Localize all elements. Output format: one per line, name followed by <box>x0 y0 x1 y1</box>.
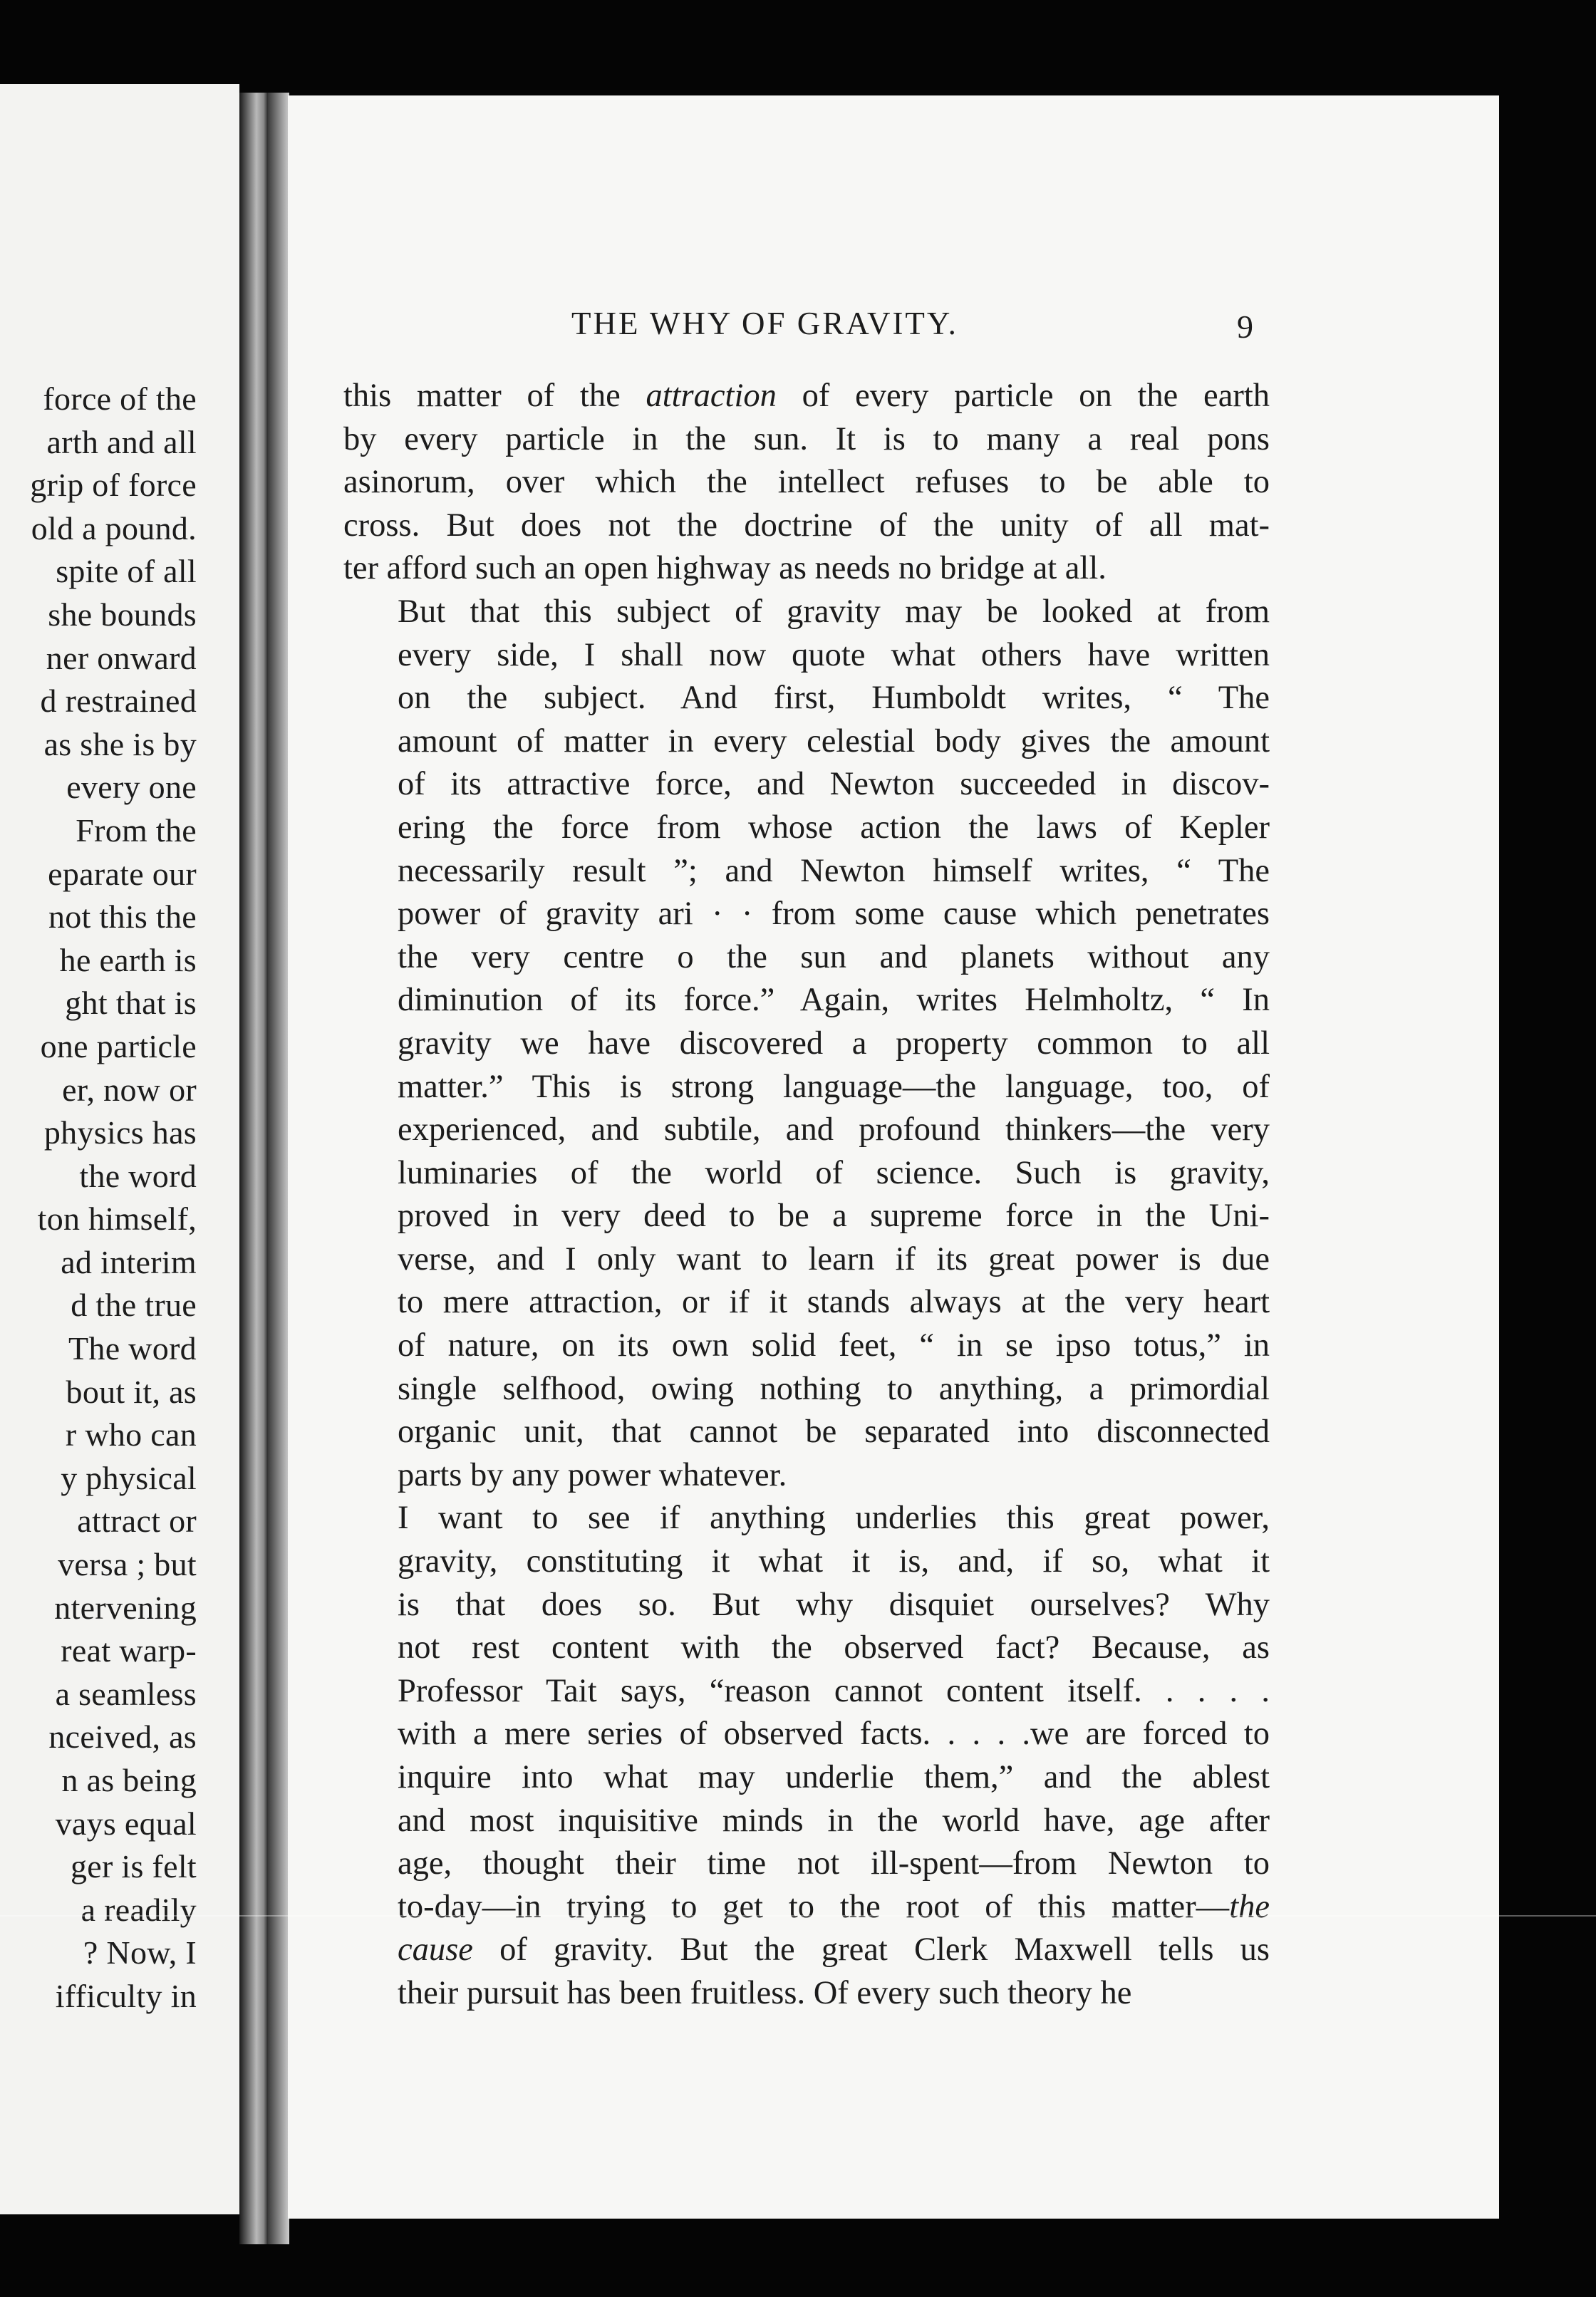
text-line: ering the force from whose action the laws of Kepler <box>398 809 1270 846</box>
previous-page-line: ntervening <box>54 1589 197 1626</box>
previous-page-line: ifficulty in <box>55 1977 197 2014</box>
text-line: the very centre o the sun and planets without any <box>398 938 1270 975</box>
italic-text: attraction <box>646 378 777 414</box>
previous-page-line: ? Now, I <box>83 1934 197 1971</box>
text-line: amount of matter in every celestial body gives the amount <box>398 722 1270 759</box>
text-line: their pursuit has been fruitless. Of every such theory he <box>398 1974 1132 2011</box>
previous-page-line: old a pound. <box>31 509 197 546</box>
text-line: matter.” This is strong language—the language, too, of <box>398 1068 1270 1105</box>
previous-page-line: not this the <box>48 898 197 935</box>
previous-page-line: force of the <box>43 380 197 417</box>
book-gutter-shadow <box>268 93 289 2244</box>
previous-page-line: nceived, as <box>48 1718 197 1756</box>
paragraph <box>343 1497 1270 2015</box>
text-line: gravity we have discovered a property common to all <box>398 1025 1270 1062</box>
previous-page-line: a readily <box>81 1891 197 1928</box>
text-line: I want to see if anything underlies this great power, <box>398 1500 1270 1537</box>
text-line: luminaries of the world of science. Such is gravity, <box>398 1154 1270 1191</box>
text-line: diminution of its force.” Again, writes Helmholtz, “ In <box>398 982 1270 1019</box>
previous-page-line: bout it, as <box>66 1373 197 1410</box>
text-line: experienced, and subtile, and profound thinkers—the very <box>398 1111 1270 1148</box>
text-line: cause of gravity. But the great Clerk Maxwell tells us <box>398 1932 1270 1969</box>
text-line: inquire into what may underlie them,” and the ablest <box>398 1759 1270 1795</box>
previous-page-line: a seamless <box>55 1675 197 1712</box>
text-line: this matter of the attraction of every particle on the earth <box>343 378 1270 414</box>
text-line: not rest content with the observed fact? Because, as <box>398 1629 1270 1666</box>
previous-page-line: The word <box>68 1330 197 1367</box>
previous-page-line: ger is felt <box>70 1848 197 1885</box>
text-line: verse, and I only want to learn if its great power is due <box>398 1240 1270 1277</box>
previous-page-line: arth and all <box>46 423 197 460</box>
previous-page-line: she bounds <box>48 596 197 633</box>
previous-page-line: physics has <box>43 1114 197 1151</box>
previous-page-line: he earth is <box>59 941 197 978</box>
text-line: by every particle in the sun. It is to many a real pons <box>343 420 1270 457</box>
text-line: with a mere series of observed facts. . . . .we are forced to <box>398 1716 1270 1753</box>
book-gutter <box>239 93 268 2244</box>
previous-page-line: er, now or <box>62 1071 197 1108</box>
previous-page-line: d restrained <box>40 683 197 720</box>
text-line: and most inquisitive minds in the world have, age after <box>398 1802 1270 1839</box>
previous-page-line: ton himself, <box>37 1201 197 1238</box>
text-line: of nature, on its own solid feet, “ in se ipso totus,” in <box>398 1327 1270 1364</box>
italic-text: the <box>1229 1888 1270 1925</box>
previous-page-line: as she is by <box>43 725 197 762</box>
previous-page-line: one particle <box>40 1027 197 1064</box>
page-number: 9 <box>1237 308 1253 345</box>
previous-page-line: spite of all <box>56 553 197 590</box>
text-line: parts by any power whatever. <box>398 1456 787 1493</box>
text-line: power of gravity ari · · from some cause which penetrates <box>398 896 1270 933</box>
text-line: proved in very deed to be a supreme force in the Uni- <box>398 1198 1270 1235</box>
previous-page-line: the word <box>79 1157 197 1194</box>
previous-page-line: attract or <box>77 1503 197 1540</box>
page-body-text <box>343 375 1270 2016</box>
text-line: Professor Tait says, “reason cannot content itself. . . . . <box>398 1672 1270 1709</box>
book-page <box>288 95 1499 2219</box>
previous-page-line: r who can <box>65 1416 197 1453</box>
text-line: ter afford such an open highway as needs no bridge at all. <box>343 550 1107 587</box>
italic-text: cause <box>398 1932 473 1969</box>
previous-page-text <box>0 378 197 2018</box>
text-line: But that this subject of gravity may be looked at from <box>398 593 1270 630</box>
text-line: cross. But does not the doctrine of the unity of all mat- <box>343 507 1270 544</box>
previous-page-line: ght that is <box>65 985 197 1022</box>
previous-page-fragment <box>0 84 239 2214</box>
text-line: age, thought their time not ill-spent—from Newton to <box>398 1845 1270 1882</box>
previous-page-line: eparate our <box>48 855 197 892</box>
previous-page-line: d the true <box>71 1287 197 1324</box>
text-line: to mere attraction, or if it stands always at the very heart <box>398 1284 1270 1321</box>
previous-page-line: grip of force <box>30 467 197 504</box>
previous-page-line: ad interim <box>61 1243 197 1280</box>
previous-page-line: ner onward <box>46 639 197 676</box>
previous-page-line: reat warp- <box>61 1632 197 1669</box>
previous-page-line: versa ; but <box>58 1546 197 1583</box>
text-line: single selfhood, owing nothing to anything, a primordial <box>398 1370 1270 1407</box>
paragraph <box>343 375 1270 591</box>
text-line: every side, I shall now quote what others have written <box>398 636 1270 673</box>
previous-page-line: vays equal <box>55 1805 197 1842</box>
previous-page-line: y physical <box>61 1459 197 1496</box>
scan-artifact-line <box>0 1915 1596 1917</box>
text-line: on the subject. And first, Humboldt writes, “ The <box>398 680 1270 717</box>
text-line: gravity, constituting it what it is, and, if so, what it <box>398 1543 1270 1580</box>
previous-page-line: n as being <box>61 1762 197 1798</box>
running-head: THE WHY OF GRAVITY. <box>571 306 958 341</box>
text-line: to-day—in trying to get to the root of this matter—the <box>398 1888 1270 1925</box>
previous-page-line: every one <box>66 769 197 806</box>
previous-page-line: From the <box>76 812 197 849</box>
text-line: asinorum, over which the intellect refuses to be able to <box>343 464 1270 501</box>
text-line: is that does so. But why disquiet ourselves? Why <box>398 1586 1270 1623</box>
text-line: organic unit, that cannot be separated into disconnected <box>398 1414 1270 1451</box>
paragraph <box>343 591 1270 1497</box>
text-line: of its attractive force, and Newton succeeded in discov- <box>398 766 1270 803</box>
text-line: necessarily result ”; and Newton himself writes, “ The <box>398 852 1270 889</box>
